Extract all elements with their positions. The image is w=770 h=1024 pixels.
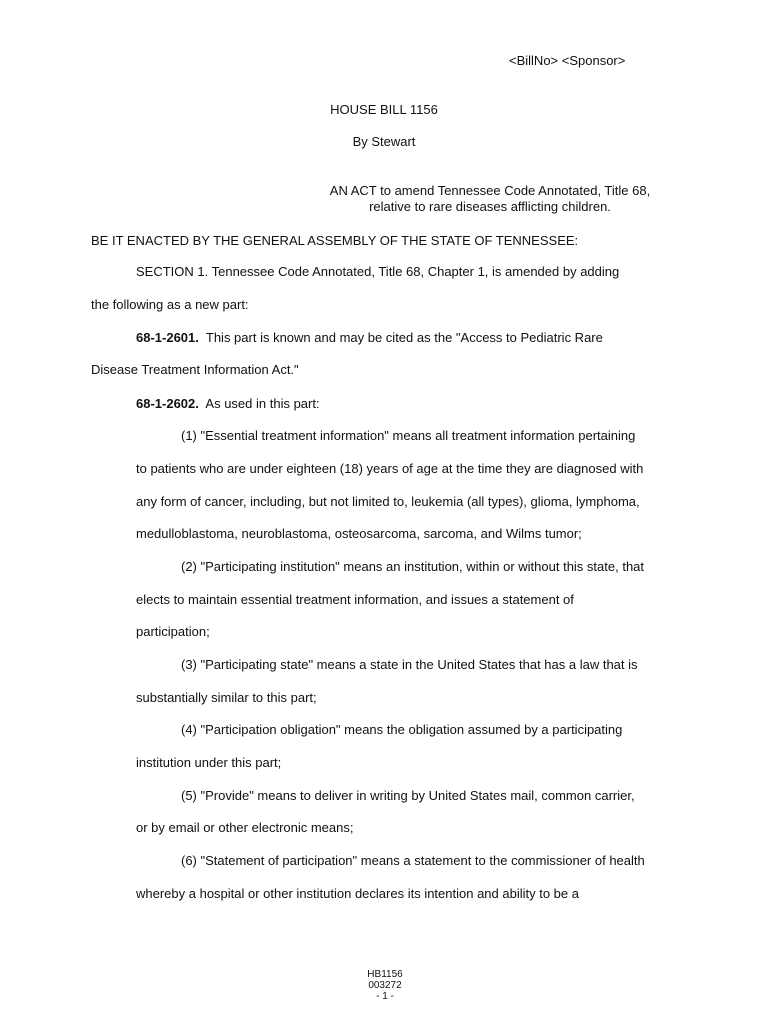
- definition-3-line-1: (3) "Participating state" means a state in the United States that has a law that is: [181, 657, 638, 672]
- section-1-line-2: the following as a new part:: [91, 297, 249, 312]
- definition-6-line-2: whereby a hospital or other institution declares its intention and ability to be a: [136, 886, 579, 901]
- section-2601-text: This part is known and may be cited as the "Access to Pediatric Rare: [205, 330, 603, 345]
- bill-title: HOUSE BILL 1156: [330, 102, 438, 117]
- definition-5-line-2: or by email or other electronic means;: [136, 820, 354, 835]
- definition-4-line-2: institution under this part;: [136, 755, 282, 770]
- section-2602-number: 68-1-2602.: [136, 396, 199, 411]
- definition-6-line-1: (6) "Statement of participation" means a statement to the commissioner of health: [181, 853, 645, 868]
- bill-sponsor: By Stewart: [352, 134, 416, 149]
- footer-doc-number: 003272: [368, 980, 402, 991]
- section-2602-line: [136, 396, 320, 412]
- bill-placeholder: <BillNo> <Sponsor>: [509, 53, 626, 68]
- footer-page-number: - 1 -: [376, 991, 394, 1002]
- section-2601-line-1: [136, 330, 603, 346]
- definition-4-line-1: (4) "Participation obligation" means the obligation assumed by a participating: [181, 722, 623, 737]
- definition-2-line-2: elects to maintain essential treatment information, and issues a statement of: [136, 592, 574, 607]
- act-caption-line-2: relative to rare diseases afflicting children.: [369, 199, 611, 214]
- act-caption: [300, 183, 680, 215]
- definition-2-line-3: participation;: [136, 624, 210, 639]
- definition-5-line-1: (5) "Provide" means to deliver in writing by United States mail, common carrier,: [181, 788, 635, 803]
- section-2601-line-2: Disease Treatment Information Act.": [91, 362, 299, 377]
- definition-1-line-2: to patients who are under eighteen (18) years of age at the time they are diagnosed with: [136, 461, 644, 476]
- section-1-line-1: SECTION 1. Tennessee Code Annotated, Title 68, Chapter 1, is amended by adding: [136, 264, 620, 279]
- definition-1-line-1: (1) "Essential treatment information" means all treatment information pertaining: [181, 428, 636, 443]
- definition-2-line-1: (2) "Participating institution" means an institution, within or without this state, that: [181, 559, 645, 574]
- act-caption-line-1: AN ACT to amend Tennessee Code Annotated, Title 68,: [329, 183, 651, 198]
- footer-bill-code: HB1156: [367, 969, 403, 980]
- enacting-clause: BE IT ENACTED BY THE GENERAL ASSEMBLY OF THE STATE OF TENNESSEE:: [91, 233, 579, 248]
- section-2601-number: 68-1-2601.: [136, 330, 199, 345]
- page-footer: [345, 969, 425, 1002]
- section-2602-text: As used in this part:: [205, 396, 320, 411]
- definition-1-line-4: medulloblastoma, neuroblastoma, osteosarcoma, sarcoma, and Wilms tumor;: [136, 526, 582, 541]
- definition-1-line-3: any form of cancer, including, but not limited to, leukemia (all types), glioma, lymphoma,: [136, 494, 640, 509]
- definition-3-line-2: substantially similar to this part;: [136, 690, 317, 705]
